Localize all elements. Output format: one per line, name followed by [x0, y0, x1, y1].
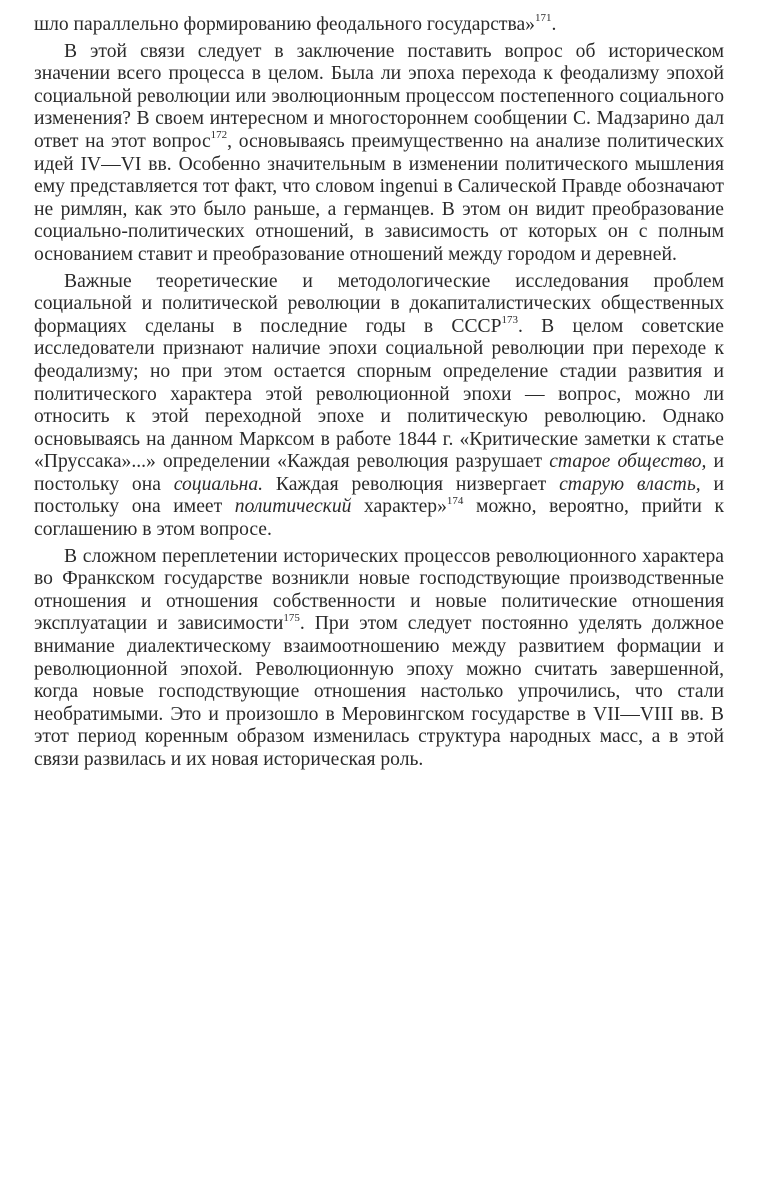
- text-segment: можно, вероятно, прийти к соглашению в этом вопросе.: [34, 496, 724, 541]
- text-segment: . В целом советские исследователи признают наличие эпохи социальной революции при переходе к феодализму; но при этом остается спорным определение стадии развития и политического характера этой революционной эпохи — вопрос, можно ли относить к этой переходной эпохе и политическую революцию. Однако основываясь на данном Марксом в работе 1844 г. «Критические заметки к статье «Пруссака»...» определении «Каждая революция разрушает: [34, 315, 724, 473]
- text-segment: и постольку она: [34, 451, 724, 495]
- text-segment: В сложном переплетении исторических процессов революционного характера во Франкском государстве возникли новые господствующие производственные отношения и отношения собственности и новые политические отношения эксплуатации и зависимости: [34, 545, 724, 635]
- italic-text: политический: [234, 496, 352, 518]
- italic-text: старую власть,: [559, 473, 701, 495]
- text-segment: Важные теоретические и методологические исследования проблем социальной и политической революции в докапиталистических общественных формациях сделаны в последние годы в СССР: [34, 270, 724, 337]
- text-segment: шло параллельно формированию феодального государства»: [34, 14, 535, 35]
- text-segment: .: [551, 14, 557, 35]
- text-segment: , основываясь преимущественно на анализе политических идей IV—VI вв. Особенно значительным в изменении политического мышления ему представляется тот факт, что словом ingenui в Салической Правде обозначают не римлян, как это было раньше, а германцев. В этом он видит преобразование социально-политических отношений, в зависимость от которых он с полным основанием ставит и преобразование отношений между городом и деревней.: [34, 130, 724, 265]
- text-segment: В этой связи следует в заключение поставить вопрос об историческом значении всего процесса в целом. Была ли эпоха перехода к феодализму эпохой социальной революции или эволюционным процессом постепенного социального изменения? В своем интересном и многостороннем сообщении С. Мадзарино дал ответ на этот вопрос: [34, 40, 724, 152]
- footnote-ref: 175: [283, 611, 300, 624]
- paragraph: [34, 546, 724, 772]
- page-text: [34, 14, 724, 772]
- italic-text: социальна.: [173, 473, 264, 495]
- footnote-ref: 174: [446, 494, 464, 507]
- footnote-ref: 173: [501, 314, 518, 327]
- paragraph: [34, 271, 724, 542]
- text-segment: Каждая революция низвергает: [263, 473, 560, 495]
- paragraph: [34, 14, 724, 37]
- footnote-ref: 172: [210, 129, 228, 142]
- text-segment: . При этом следует постоянно уделять должное внимание диалектическому взаимоотношению между развитием формации и революционной эпохой. Революционную эпоху можно считать завершенной, когда новые господствующие отношения настолько упрочились, что стали необратимыми. Это и произошло в Меровингском государстве в VII—VIII вв. В этот период коренным образом изменилась структура народных масс, а в этой связи развилась и их новая историческая роль.: [34, 613, 724, 770]
- text-segment: характер»: [351, 496, 447, 518]
- text-segment: и постольку она имеет: [34, 473, 724, 518]
- italic-text: старое общество,: [549, 451, 707, 473]
- paragraph: [34, 41, 724, 267]
- footnote-ref: 171: [534, 12, 552, 25]
